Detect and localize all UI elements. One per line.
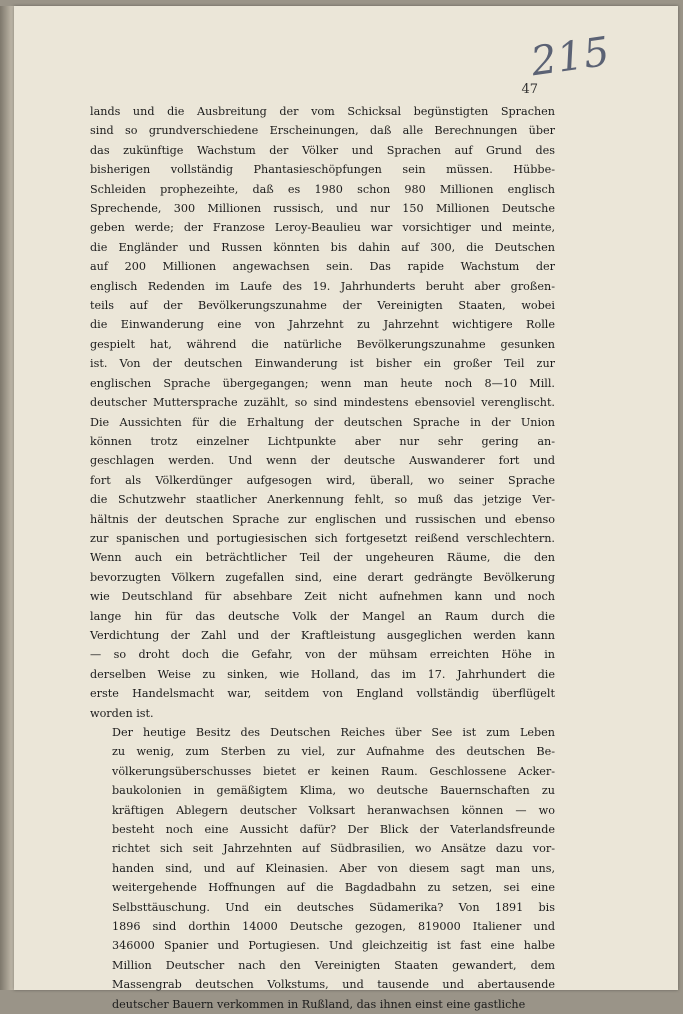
text-line: hältnis der deutschen Sprache zur englischen und russischen und ebenso	[90, 512, 555, 526]
text-line: richtet sich seit Jahrzehnten auf Südbrasilien, wo Ansätze dazu vor-	[112, 842, 555, 856]
text-line: deutscher Bauern verkommen in Rußland, das ihnen einst eine gastliche	[112, 997, 526, 1011]
text-line: derselben Weise zu sinken, wie Holland, das im 17. Jahrhundert die	[90, 667, 555, 681]
text-line: zur spanischen und portugiesischen sich fortgesetzt reißend verschlechtern.	[90, 531, 555, 545]
text-line: das zukünftige Wachstum der Völker und Sprachen auf Grund des	[90, 143, 555, 157]
text-line: baukolonien in gemäßigtem Klima, wo deutsche Bauernschaften zu	[112, 784, 555, 798]
text-line: Sprechende, 300 Millionen russisch, und nur 150 Millionen Deutsche	[90, 202, 555, 216]
text-line: Massengrab deutschen Volkstums, und tausende und abertausende	[112, 978, 555, 992]
text-line: besteht noch eine Aussicht dafür? Der Blick der Vaterlandsfreunde	[112, 823, 555, 837]
text-line: Die Aussichten für die Erhaltung der deutschen Sprache in der Union	[90, 415, 555, 429]
text-line: Million Deutscher nach den Vereinigten Staaten gewandert, dem	[112, 958, 555, 972]
text-line: worden ist.	[90, 706, 154, 720]
text-line: lange hin für das deutsche Volk der Mangel an Raum durch die	[90, 609, 555, 623]
paragraph-2	[90, 723, 555, 1014]
text-line: lands und die Ausbreitung der vom Schicksal begünstigten Sprachen	[90, 105, 555, 118]
text-line: 1896 sind dorthin 14000 Deutsche gezogen, 819000 Italiener und	[112, 920, 555, 934]
text-line: Schleiden prophezeihte, daß es 1980 schon 980 Millionen englisch	[90, 182, 555, 196]
text-line: Der heutige Besitz des Deutschen Reiches über See ist zum Leben	[112, 726, 555, 739]
body-text	[90, 102, 555, 1014]
text-line: — so droht doch die Gefahr, von der mühsam erreichten Höhe in	[90, 648, 555, 662]
text-line: geben werde; der Franzose Leroy-Beaulieu war vorsichtiger und meinte,	[90, 221, 555, 235]
text-line: Wenn auch ein beträchtlicher Teil der ungeheuren Räume, die den	[90, 551, 555, 565]
text-line: englischen Sprache übergegangen; wenn man heute noch 8—10 Mill.	[90, 376, 555, 390]
text-line: Selbsttäuschung. Und ein deutsches Südamerika? Von 1891 bis	[112, 900, 555, 914]
text-line: die Schutzwehr staatlicher Anerkennung fehlt, so muß das jetzige Ver-	[90, 493, 555, 507]
text-line: bevorzugten Völkern zugefallen sind, eine derart gedrängte Bevölkerung	[90, 570, 555, 584]
text-line: die Einwanderung eine von Jahrzehnt zu Jahrzehnt wichtigere Rolle	[90, 318, 555, 332]
text-line: völkerungsüberschusses bietet er keinen Raum. Geschlossene Acker-	[112, 764, 555, 778]
text-line: Verdichtung der Zahl und der Kraftleistung ausgeglichen werden kann	[90, 628, 555, 642]
page-number: 47	[521, 82, 538, 97]
text-line: zu wenig, zum Sterben zu viel, zur Aufnahme des deutschen Be-	[112, 745, 555, 759]
text-line: 346000 Spanier und Portugiesen. Und gleichzeitig ist fast eine halbe	[112, 939, 555, 953]
text-line: die Engländer und Russen könnten bis dahin auf 300, die Deutschen	[90, 240, 555, 254]
text-line: teils auf der Bevölkerungszunahme der Vereinigten Staaten, wobei	[90, 299, 555, 313]
paragraph-1	[90, 102, 555, 723]
text-line: auf 200 Millionen angewachsen sein. Das rapide Wachstum der	[90, 260, 555, 274]
text-line: handen sind, und auf Kleinasien. Aber von diesem sagt man uns,	[112, 861, 555, 875]
text-line: weitergehende Hoffnungen auf die Bagdadbahn zu setzen, sei eine	[112, 881, 555, 895]
text-line: können trotz einzelner Lichtpunkte aber nur sehr gering an-	[90, 434, 555, 448]
text-line: englisch Redenden im Laufe des 19. Jahrhunderts beruht aber großen-	[90, 279, 555, 293]
text-line: erste Handelsmacht war, seitdem von England vollständig überflügelt	[90, 687, 555, 701]
text-line: bisherigen vollständig Phantasieschöpfungen sein müssen. Hübbe-	[90, 163, 555, 177]
text-line: deutscher Muttersprache zuzählt, so sind mindestens ebensoviel verenglischt.	[90, 396, 555, 410]
book-page	[14, 6, 678, 1011]
text-line: kräftigen Ablegern deutscher Volksart heranwachsen können — wo	[112, 803, 555, 817]
text-line: gespielt hat, während die natürliche Bevölkerungszunahme gesunken	[90, 337, 555, 351]
text-line: wie Deutschland für absehbare Zeit nicht aufnehmen kann und noch	[90, 590, 555, 604]
text-line: geschlagen werden. Und wenn der deutsche Auswanderer fort und	[90, 454, 555, 468]
text-line: sind so grundverschiedene Erscheinungen, daß alle Berechnungen über	[90, 124, 555, 138]
text-line: fort als Völkerdünger aufgesogen wird, überall, wo seiner Sprache	[90, 473, 555, 487]
handwritten-folio-number: 215	[527, 28, 613, 86]
text-line: ist. Von der deutschen Einwanderung ist bisher ein großer Teil zur	[90, 357, 555, 371]
